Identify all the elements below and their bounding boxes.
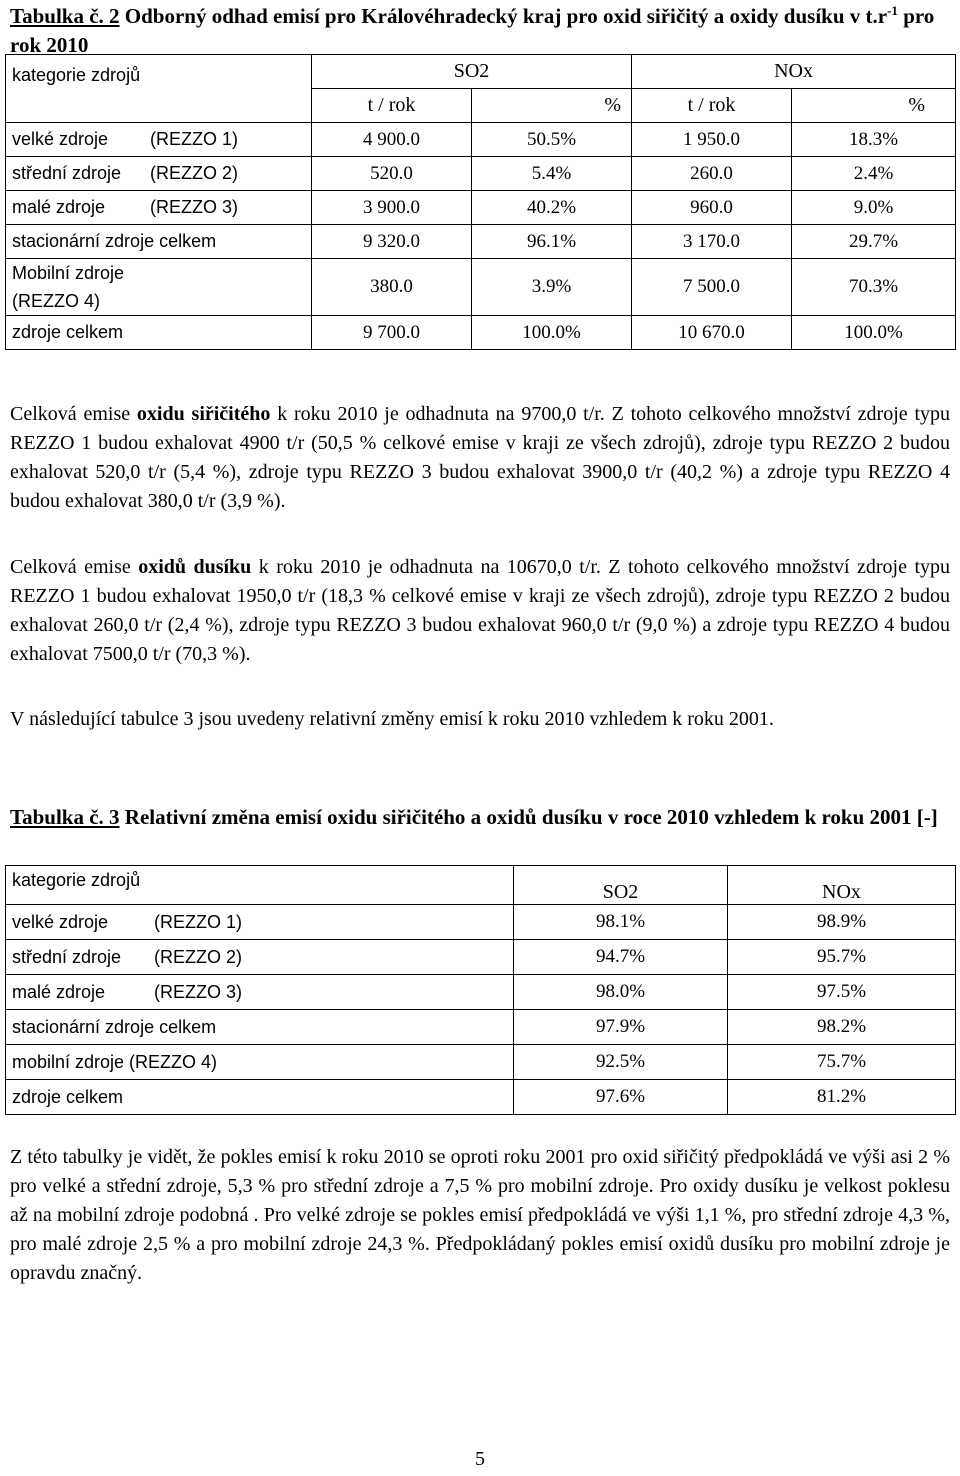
cell-so2-t: 9 320.0 [312,225,472,259]
cell-nox-pct: 70.3% [792,259,956,316]
table-row [6,191,956,225]
row-category: velké zdroje [12,911,109,932]
para1-bold: oxidu siřičitého [136,403,271,425]
cell-nox-t: 7 500.0 [632,259,792,316]
cell-nox-t: 960.0 [632,191,792,225]
row-code: (REZZO 3) [154,981,242,1002]
row-category: stacionární zdroje celkem [12,231,217,251]
table-row [6,940,956,975]
cell-nox-t: 3 170.0 [632,225,792,259]
table2-header-category: kategorie zdrojů [6,55,312,123]
table-row [6,905,956,940]
emissions-table [5,54,956,350]
cell-nox: 81.2% [728,1080,956,1115]
row-category: velké zdroje [12,129,109,149]
row-category: střední zdroje [12,163,122,183]
cell-so2-pct: 50.5% [472,123,632,157]
paragraph-conclusion: Z této tabulky je vidět, že pokles emisí k roku 2010 se oproti roku 2001 pro oxid siřičitý předpokládá ve výši asi 2 % pro velké a střední zdroje, 5,3 % pro střední zdroje a 7,5 % pro mobilní zdroje. Pro oxidy dusíku je velkost poklesu až na mobilní zdroje podobná . Pro velké zdroje se pokles emisí předpokládá ve výši 1,1 %, pro střední zdroje 4,3 %, pro malé zdroje 2,5 % a pro mobilní zdroje 24,3 %. Předpokládaný pokles emisí oxidů dusíku pro mobilní zdroje je opravdu značný. [10,1146,950,1284]
cell-nox: 97.5% [728,975,956,1010]
table2-caption-text-b: pro rok 2010 [10,4,935,57]
cell-so2: 98.1% [514,905,728,940]
table3-caption-label: Tabulka č. 3 [10,805,120,829]
cell-nox: 98.9% [728,905,956,940]
table-row [6,316,956,350]
table2-header-nox-pct: % [792,89,956,123]
table-row [6,1045,956,1080]
cell-so2-t: 520.0 [312,157,472,191]
paragraph-intro-table3: V následující tabulce 3 jsou uvedeny relativní změny emisí k roku 2010 vzhledem k roku 2001. [10,708,774,730]
table-row [6,225,956,259]
cell-so2-pct: 100.0% [472,316,632,350]
relative-change-table [5,865,956,1115]
row-code: (REZZO 4) [12,291,100,311]
page-number: 5 [475,1448,485,1470]
table3-header-so2: SO2 [514,866,728,905]
table-row [6,1010,956,1045]
cell-nox-pct: 29.7% [792,225,956,259]
table2-header-so2-t: t / rok [312,89,472,123]
table3-header-nox: NOx [728,866,956,905]
cell-nox-pct: 18.3% [792,123,956,157]
row-code: (REZZO 1) [150,129,238,149]
cell-so2: 94.7% [514,940,728,975]
table3-caption-text: Relativní změna emisí oxidu siřičitého a oxidů dusíku v roce 2010 vzhledem k roku 2001 [-] [119,805,938,829]
cell-so2-pct: 96.1% [472,225,632,259]
cell-so2-t: 9 700.0 [312,316,472,350]
para2-a: Celková emise [10,556,139,578]
table-row [6,123,956,157]
table-row [6,259,956,316]
paragraph-nox [10,553,950,669]
cell-nox-t: 260.0 [632,157,792,191]
table3-header-category: kategorie zdrojů [6,866,514,905]
cell-so2-pct: 5.4% [472,157,632,191]
row-category: malé zdroje [12,981,106,1002]
cell-so2: 97.9% [514,1010,728,1045]
table-row [6,1080,956,1115]
cell-so2-pct: 3.9% [472,259,632,316]
table2-caption-sup: -1 [887,3,898,18]
row-code: (REZZO 2) [150,163,238,183]
cell-nox: 98.2% [728,1010,956,1045]
cell-nox: 95.7% [728,940,956,975]
table3-caption [10,803,950,832]
table2-header-nox: NOx [632,55,956,89]
row-category: stacionární zdroje celkem [12,1016,217,1037]
paragraph-so2 [10,400,950,516]
row-category: zdroje celkem [12,322,124,342]
table2-caption-text-a: Odborný odhad emisí pro Královéhradecký kraj pro oxid siřičitý a oxidy dusíku v t.r [119,4,888,28]
cell-so2-t: 3 900.0 [312,191,472,225]
table-row [6,157,956,191]
cell-so2: 97.6% [514,1080,728,1115]
row-category: střední zdroje [12,946,122,967]
table2-caption [10,0,950,60]
row-code: (REZZO 3) [150,197,238,217]
cell-nox-t: 1 950.0 [632,123,792,157]
cell-nox-pct: 2.4% [792,157,956,191]
cell-nox-pct: 100.0% [792,316,956,350]
cell-nox-t: 10 670.0 [632,316,792,350]
table2-header-so2-pct: % [472,89,632,123]
para2-b: k roku 2010 je odhadnuta na 10670,0 t/r. Z tohoto celkového množství zdroje typu REZZO 1 budou exhalovat 1950,0 t/r (18,3 % celkové emise v kraji ze všech zdrojů), zdroje typu REZZO 2 budou exhalovat 260,0 t/r (2,4 %), zdroje typu REZZO 3 budou exhalovat 960,0 t/r (9,0 %) a zdroje typu REZZO 4 budou exhalovat 7500,0 t/r (70,3 %). [10,556,950,665]
table2-header-nox-t: t / rok [632,89,792,123]
row-code: (REZZO 1) [154,911,242,932]
cell-so2-t: 380.0 [312,259,472,316]
para1-b: k roku 2010 je odhadnuta na 9700,0 t/r. Z tohoto celkového množství zdroje typu REZZO 1 budou exhalovat 4900 t/r (50,5 % celkové emise v kraji ze všech zdrojů), zdroje typu REZZO 2 budou exhalovat 520,0 t/r (5,4 %), zdroje typu REZZO 3 budou exhalovat 3900,0 t/r (40,2 %) a zdroje typu REZZO 4 budou exhalovat 380,0 t/r (3,9 %). [10,403,951,512]
row-category: mobilní zdroje (REZZO 4) [12,1051,218,1072]
table2-caption-label: Tabulka č. 2 [10,4,120,28]
cell-so2-pct: 40.2% [472,191,632,225]
para1-a: Celková emise [10,403,137,425]
row-category: Mobilní zdroje [12,263,125,283]
cell-nox-pct: 9.0% [792,191,956,225]
row-category: zdroje celkem [12,1086,124,1107]
table2-header-so2: SO2 [312,55,632,89]
para2-bold: oxidů dusíku [138,556,252,578]
cell-so2: 98.0% [514,975,728,1010]
table-row [6,975,956,1010]
cell-so2: 92.5% [514,1045,728,1080]
cell-so2-t: 4 900.0 [312,123,472,157]
row-category: malé zdroje [12,197,106,217]
row-code: (REZZO 2) [154,946,242,967]
cell-nox: 75.7% [728,1045,956,1080]
